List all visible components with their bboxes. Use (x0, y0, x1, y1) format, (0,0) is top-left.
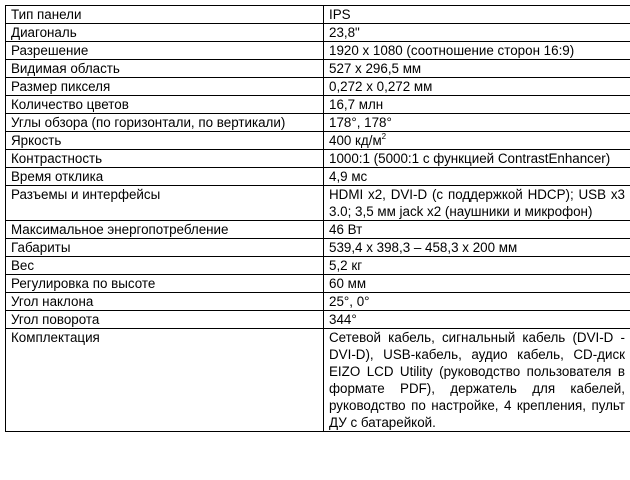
spec-value: 60 мм (324, 275, 630, 293)
table-row (6, 293, 630, 311)
table-row (6, 60, 630, 78)
table-row (6, 275, 630, 293)
spec-label: Угол наклона (6, 293, 324, 311)
spec-value: IPS (324, 6, 630, 24)
table-row (6, 150, 630, 168)
spec-value: 1920 x 1080 (соотношение сторон 16:9) (324, 42, 630, 60)
table-row (6, 329, 630, 432)
spec-value: 23,8" (324, 24, 630, 42)
table-row (6, 257, 630, 275)
spec-label: Вес (6, 257, 324, 275)
spec-value: 0,272 x 0,272 мм (324, 78, 630, 96)
spec-label: Количество цветов (6, 96, 324, 114)
table-row (6, 311, 630, 329)
spec-label: Видимая область (6, 60, 324, 78)
spec-value: Сетевой кабель, сигнальный кабель (DVI-D - DVI-D), USB-кабель, аудио кабель, CD-диск EIZO LCD Utility (руководство пользователя в формате PDF), держатель для кабелей, руководство по настройке, 4 крепления, пульт ДУ с батарейкой. (324, 329, 630, 432)
spec-value: 527 x 296,5 мм (324, 60, 630, 78)
spec-value: 4,9 мс (324, 168, 630, 186)
table-row (6, 168, 630, 186)
spec-value: HDMI x2, DVI-D (с поддержкой HDCP); USB x3 3.0; 3,5 мм jack x2 (наушники и микрофон) (324, 186, 630, 221)
spec-label: Диагональ (6, 24, 324, 42)
spec-label: Разъемы и интерфейсы (6, 186, 324, 221)
spec-value (324, 132, 630, 150)
table-row (6, 6, 630, 24)
spec-label: Угол поворота (6, 311, 324, 329)
table-row (6, 24, 630, 42)
table-row (6, 186, 630, 221)
spec-label: Максимальное энергопотребление (6, 221, 324, 239)
spec-label: Тип панели (6, 6, 324, 24)
spec-value: 178°, 178° (324, 114, 630, 132)
table-row (6, 42, 630, 60)
spec-label: Разрешение (6, 42, 324, 60)
spec-value: 25°, 0° (324, 293, 630, 311)
superscript: 2 (381, 132, 387, 141)
spec-value: 5,2 кг (324, 257, 630, 275)
spec-value: 344° (324, 311, 630, 329)
spec-value: 1000:1 (5000:1 с функцией ContrastEnhancer) (324, 150, 630, 168)
spec-label: Яркость (6, 132, 324, 150)
spec-label: Время отклика (6, 168, 324, 186)
spec-label: Размер пикселя (6, 78, 324, 96)
spec-label: Регулировка по высоте (6, 275, 324, 293)
table-row (6, 78, 630, 96)
table-row (6, 96, 630, 114)
spec-label: Углы обзора (по горизонтали, по вертикали) (6, 114, 324, 132)
table-row (6, 114, 630, 132)
spec-table (5, 5, 630, 432)
table-row (6, 132, 630, 150)
spec-value: 539,4 x 398,3 – 458,3 x 200 мм (324, 239, 630, 257)
spec-value-text: 400 кд/м (329, 133, 382, 148)
table-row (6, 239, 630, 257)
spec-label: Габариты (6, 239, 324, 257)
spec-value: 16,7 млн (324, 96, 630, 114)
spec-label: Комплектация (6, 329, 324, 432)
spec-label: Контрастность (6, 150, 324, 168)
spec-value: 46 Вт (324, 221, 630, 239)
table-row (6, 221, 630, 239)
